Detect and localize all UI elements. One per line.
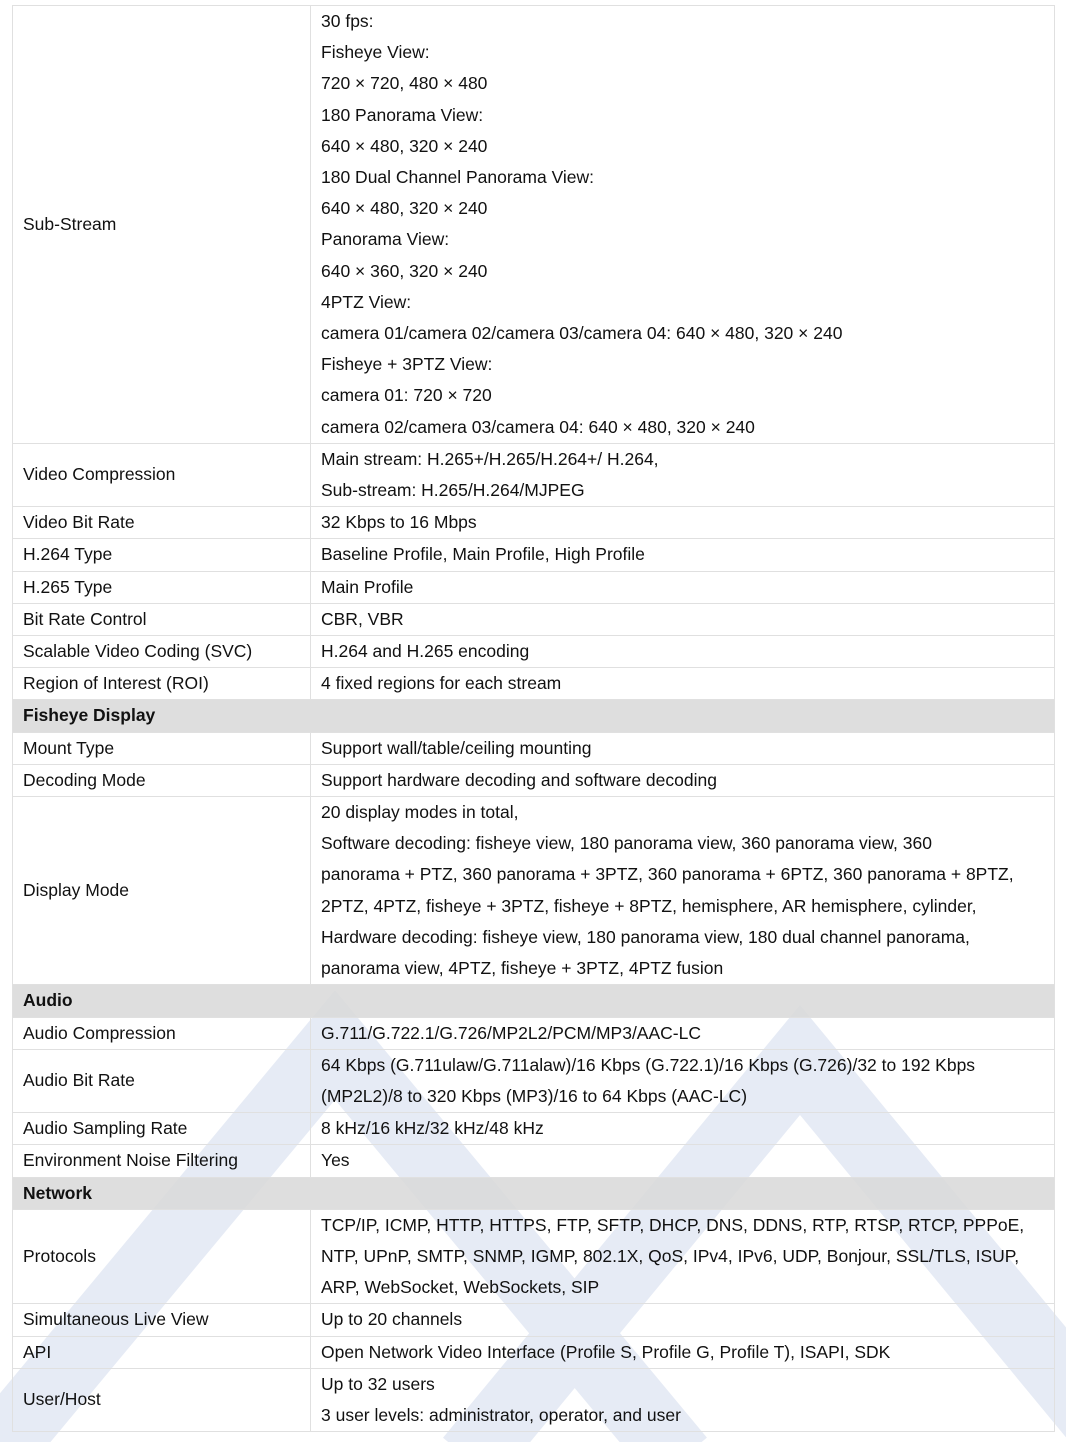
spec-value — [311, 443, 1055, 506]
spec-value — [311, 764, 1055, 796]
spec-row — [13, 636, 1055, 668]
spec-value-line: 32 Kbps to 16 Mbps — [321, 512, 477, 533]
spec-value — [311, 732, 1055, 764]
section-header-row — [13, 1177, 1055, 1209]
spec-value-line: camera 02/camera 03/camera 04: 640 × 480, 320 × 240 — [321, 416, 755, 437]
spec-value-line: 640 × 480, 320 × 240 — [321, 198, 488, 219]
spec-value-line: 4PTZ View: — [321, 291, 412, 312]
spec-row — [13, 1049, 1055, 1112]
spec-value — [311, 1209, 1055, 1304]
spec-row — [13, 507, 1055, 539]
spec-row — [13, 1209, 1055, 1304]
spec-value — [311, 636, 1055, 668]
spec-row — [13, 1368, 1055, 1431]
spec-label: Display Mode — [13, 797, 311, 985]
spec-value-line: panorama view, 4PTZ, fisheye + 3PTZ, 4PTZ fusion — [321, 958, 724, 979]
spec-value-line: Panorama View: — [321, 229, 450, 250]
spec-value-line: 180 Panorama View: — [321, 104, 484, 125]
spec-value-line: Main stream: H.265+/H.265/H.264+/ H.264, — [321, 448, 659, 469]
spec-row — [13, 764, 1055, 796]
spec-value — [311, 1336, 1055, 1368]
spec-value-line: G.711/G.722.1/G.726/MP2L2/PCM/MP3/AAC-LC — [321, 1022, 701, 1043]
section-title: Network — [13, 1177, 1055, 1209]
spec-row — [13, 6, 1055, 444]
spec-value-line: Hardware decoding: fisheye view, 180 panorama view, 180 dual channel panorama, — [321, 926, 970, 947]
spec-value — [311, 507, 1055, 539]
spec-label: Bit Rate Control — [13, 603, 311, 635]
spec-value-line: Support wall/table/ceiling mounting — [321, 737, 592, 758]
section-header-row — [13, 700, 1055, 732]
spec-value-line: CBR, VBR — [321, 608, 404, 629]
spec-row — [13, 603, 1055, 635]
spec-value-line: Software decoding: fisheye view, 180 panorama view, 360 panorama view, 360 — [321, 833, 932, 854]
spec-row — [13, 1145, 1055, 1177]
spec-value — [311, 539, 1055, 571]
spec-label: API — [13, 1336, 311, 1368]
spec-value-line: Baseline Profile, Main Profile, High Profile — [321, 544, 645, 565]
spec-value-line: Fisheye + 3PTZ View: — [321, 354, 493, 375]
spec-row — [13, 1304, 1055, 1336]
spec-value-line: 640 × 360, 320 × 240 — [321, 260, 488, 281]
spec-value — [311, 603, 1055, 635]
spec-value-line: camera 01/camera 02/camera 03/camera 04: 640 × 480, 320 × 240 — [321, 323, 843, 344]
spec-row — [13, 539, 1055, 571]
spec-row — [13, 571, 1055, 603]
spec-label: Audio Bit Rate — [13, 1049, 311, 1112]
spec-label: H.264 Type — [13, 539, 311, 571]
spec-row — [13, 443, 1055, 506]
spec-value-line: 64 Kbps (G.711ulaw/G.711alaw)/16 Kbps (G.722.1)/16 Kbps (G.726)/32 to 192 Kbps — [321, 1054, 976, 1075]
spec-label: Protocols — [13, 1209, 311, 1304]
spec-value — [311, 6, 1055, 444]
spec-value-line: Sub-stream: H.265/H.264/MJPEG — [321, 480, 585, 501]
spec-label: User/Host — [13, 1368, 311, 1431]
spec-label: Video Compression — [13, 443, 311, 506]
spec-value-line: Fisheye View: — [321, 42, 430, 63]
spec-label: Audio Compression — [13, 1017, 311, 1049]
spec-value-line: Main Profile — [321, 576, 414, 597]
spec-value-line: 30 fps: — [321, 11, 374, 31]
spec-label: Mount Type — [13, 732, 311, 764]
spec-value-line: camera 01: 720 × 720 — [321, 385, 492, 406]
spec-value-line: 3 user levels: administrator, operator, and user — [321, 1404, 681, 1425]
spec-value-line: H.264 and H.265 encoding — [321, 641, 530, 662]
spec-value — [311, 1145, 1055, 1177]
spec-value-line: TCP/IP, ICMP, HTTP, HTTPS, FTP, SFTP, DHCP, DNS, DDNS, RTP, RTSP, RTCP, PPPoE, — [321, 1214, 1025, 1235]
spec-value-line: 2PTZ, 4PTZ, fisheye + 3PTZ, fisheye + 8PTZ, hemisphere, AR hemisphere, cylinder, — [321, 895, 977, 916]
spec-label: Sub-Stream — [13, 6, 311, 444]
spec-value-line: Open Network Video Interface (Profile S, Profile G, Profile T), ISAPI, SDK — [321, 1341, 891, 1362]
spec-value — [311, 668, 1055, 700]
spec-row — [13, 1336, 1055, 1368]
spec-value — [311, 1113, 1055, 1145]
spec-label: Region of Interest (ROI) — [13, 668, 311, 700]
spec-value-line: 20 display modes in total, — [321, 802, 519, 823]
spec-label: Environment Noise Filtering — [13, 1145, 311, 1177]
spec-label: Simultaneous Live View — [13, 1304, 311, 1336]
spec-label: H.265 Type — [13, 571, 311, 603]
spec-value — [311, 797, 1055, 985]
spec-value — [311, 571, 1055, 603]
section-header-row — [13, 985, 1055, 1017]
spec-label: Audio Sampling Rate — [13, 1113, 311, 1145]
spec-value-line: (MP2L2)/8 to 320 Kbps (MP3)/16 to 64 Kbps (AAC-LC) — [321, 1085, 748, 1106]
spec-value-line: 8 kHz/16 kHz/32 kHz/48 kHz — [321, 1118, 544, 1139]
spec-value-line: Yes — [321, 1150, 350, 1171]
spec-value-line: 180 Dual Channel Panorama View: — [321, 167, 595, 188]
spec-value-line: 720 × 720, 480 × 480 — [321, 73, 488, 94]
spec-row — [13, 797, 1055, 985]
spec-value-line: ARP, WebSocket, WebSockets, SIP — [321, 1277, 600, 1298]
spec-value — [311, 1304, 1055, 1336]
spec-label: Decoding Mode — [13, 764, 311, 796]
spec-value-line: panorama + PTZ, 360 panorama + 3PTZ, 360 panorama + 6PTZ, 360 panorama + 8PTZ, — [321, 864, 1014, 885]
spec-row — [13, 1113, 1055, 1145]
spec-value-line: Up to 20 channels — [321, 1309, 463, 1330]
spec-label: Scalable Video Coding (SVC) — [13, 636, 311, 668]
spec-row — [13, 668, 1055, 700]
spec-label: Video Bit Rate — [13, 507, 311, 539]
spec-value — [311, 1017, 1055, 1049]
spec-row — [13, 732, 1055, 764]
spec-value-line: NTP, UPnP, SMTP, SNMP, IGMP, 802.1X, QoS, IPv4, IPv6, UDP, Bonjour, SSL/TLS, ISUP, — [321, 1245, 1020, 1266]
section-title: Audio — [13, 985, 1055, 1017]
spec-row — [13, 1017, 1055, 1049]
spec-table — [12, 5, 1055, 1432]
spec-value — [311, 1368, 1055, 1431]
spec-value — [311, 1049, 1055, 1112]
section-title: Fisheye Display — [13, 700, 1055, 732]
spec-value-line: Support hardware decoding and software decoding — [321, 769, 717, 790]
spec-value-line: Up to 32 users — [321, 1373, 435, 1394]
spec-value-line: 4 fixed regions for each stream — [321, 673, 562, 694]
spec-value-line: 640 × 480, 320 × 240 — [321, 135, 488, 156]
